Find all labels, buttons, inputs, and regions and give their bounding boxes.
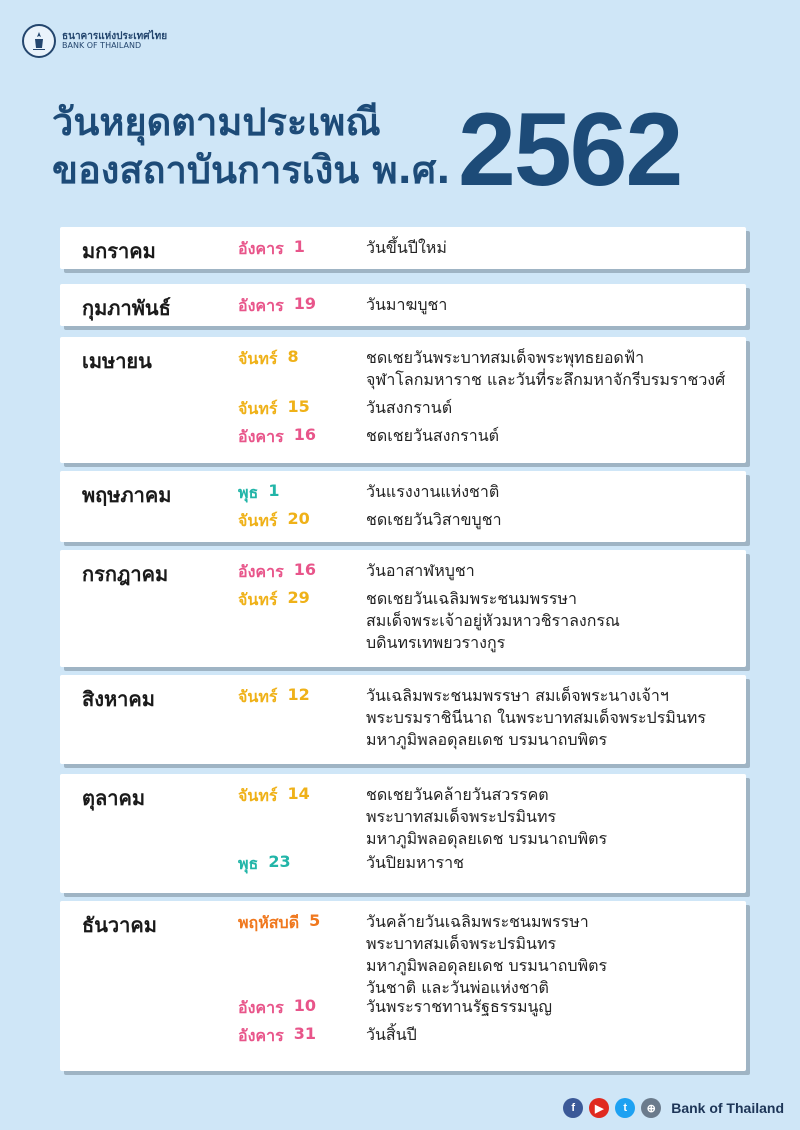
holiday-description [366,347,725,391]
facebook-icon[interactable]: f [563,1098,583,1118]
holiday-weekday: จันทร์ [238,687,278,706]
month-name: กรกฎาคม [82,562,169,586]
holiday-date: 16 [293,425,316,444]
description-line: วันเฉลิมพระชนมพรรษา สมเด็จพระนางเจ้าฯ [366,686,669,705]
holiday-description [366,397,452,419]
description-line: วันอาสาฬหบูชา [366,561,475,580]
holiday-weekday: พุธ [238,854,259,873]
description-line: สมเด็จพระเจ้าอยู่หัวมหาวชิราลงกรณ [366,611,620,630]
holiday-description [366,237,447,259]
footer-brand: Bank of Thailand [671,1100,784,1116]
month-name: กุมภาพันธ์ [82,296,171,320]
holiday-weekday: อังคาร [238,239,284,258]
description-line: ชดเชยวันคล้ายวันสวรรคต [366,785,549,804]
holiday-weekday: อังคาร [238,562,284,581]
description-line: ชดเชยวันเฉลิมพระชนมพรรษา [366,589,577,608]
holiday-date: 8 [287,347,299,366]
description-line: ชดเชยวันพระบาทสมเด็จพระพุทธยอดฟ้า [366,348,645,367]
website-icon[interactable]: ⊕ [641,1098,661,1118]
holiday-weekday: จันทร์ [238,349,278,368]
holiday-date: 15 [287,397,310,416]
holiday-weekday: จันทร์ [238,786,278,805]
holiday-weekday: อังคาร [238,296,284,315]
holiday-description [366,911,607,999]
page-title [52,98,451,194]
holiday-weekday: อังคาร [238,998,284,1017]
holiday-description [366,294,447,316]
description-line: ชดเชยวันสงกรานต์ [366,426,500,445]
holiday-weekday: จันทร์ [238,399,278,418]
holiday-description [366,852,464,874]
holiday-date: 14 [287,784,310,803]
month-panel [60,284,746,326]
description-line: วันชาติ และวันพ่อแห่งชาติ [366,978,549,997]
holiday-date: 31 [293,1024,316,1043]
month-panel [60,675,746,764]
holiday-weekday: พฤหัสบดี [238,913,300,932]
description-line: วันพระราชทานรัฐธรรมนูญ [366,997,553,1016]
description-line: วันคล้ายวันเฉลิมพระชนมพรรษา [366,912,589,931]
holiday-description [366,784,607,850]
holiday-description [366,481,499,503]
holiday-date: 12 [287,685,310,704]
holiday-date: 19 [293,294,316,313]
holiday-description [366,1024,417,1046]
org-name-thai: ธนาคารแห่งประเทศไทย [62,31,168,43]
holiday-date: 5 [309,911,321,930]
month-panel [60,337,746,463]
month-name: ธันวาคม [82,913,157,937]
holiday-date: 1 [268,481,280,500]
month-panel [60,774,746,893]
month-panel [60,901,746,1071]
month-name: เมษายน [82,349,152,373]
holiday-date: 10 [293,996,316,1015]
month-name: พฤษภาคม [82,483,172,507]
description-line: พระบาทสมเด็จพระปรมินทร [366,934,557,953]
holiday-weekday: อังคาร [238,427,284,446]
description-line: พระบรมราชินีนาถ ในพระบาทสมเด็จพระปรมินทร [366,708,706,727]
description-line: มหาภูมิพลอดุลยเดช บรมนาถบพิตร [366,829,608,848]
year-heading: 2562 [458,92,682,208]
footer [563,1098,784,1118]
description-line: วันมาฆบูชา [366,295,448,314]
holiday-date: 20 [287,509,310,528]
holiday-description [366,996,552,1018]
holiday-weekday: พุธ [238,483,259,502]
holiday-date: 29 [287,588,310,607]
description-line: บดินทรเทพยวรางกูร [366,633,506,652]
bot-logo [22,24,167,58]
month-panel [60,471,746,542]
holiday-date: 23 [268,852,291,871]
month-name: มกราคม [82,239,156,263]
description-line: วันแรงงานแห่งชาติ [366,482,500,501]
title-line-1: วันหยุดตามประเพณี [52,100,381,144]
month-panel [60,227,746,269]
month-name: ตุลาคม [82,786,146,810]
description-line: มหาภูมิพลอดุลยเดช บรมนาถบพิตร [366,956,608,975]
description-line: พระบาทสมเด็จพระปรมินทร [366,807,557,826]
description-line: วันปิยมหาราช [366,853,464,872]
description-line: วันสงกรานต์ [366,398,453,417]
holiday-weekday: จันทร์ [238,511,278,530]
title-line-2: ของสถาบันการเงิน พ.ศ. [52,148,451,192]
youtube-icon[interactable]: ▶ [589,1098,609,1118]
holiday-description [366,509,502,531]
month-name: สิงหาคม [82,687,155,711]
description-line: จุฬาโลกมหาราช และวันที่ระลึกมหาจักรีบรมราชวงศ์ [366,370,726,389]
holiday-weekday: จันทร์ [238,590,278,609]
description-line: วันสิ้นปี [366,1025,417,1044]
holiday-date: 16 [293,560,316,579]
holiday-weekday: อังคาร [238,1026,284,1045]
holiday-description [366,685,706,751]
twitter-icon[interactable]: t [615,1098,635,1118]
holiday-description [366,588,620,654]
bot-seal-icon [22,24,56,58]
month-panel [60,550,746,667]
holiday-description [366,425,499,447]
holiday-date: 1 [293,237,305,256]
holiday-description [366,560,475,582]
description-line: วันขึ้นปีใหม่ [366,238,447,257]
org-name-english: BANK OF THAILAND [62,41,142,51]
description-line: มหาภูมิพลอดุลยเดช บรมนาถบพิตร [366,730,608,749]
description-line: ชดเชยวันวิสาขบูชา [366,510,502,529]
